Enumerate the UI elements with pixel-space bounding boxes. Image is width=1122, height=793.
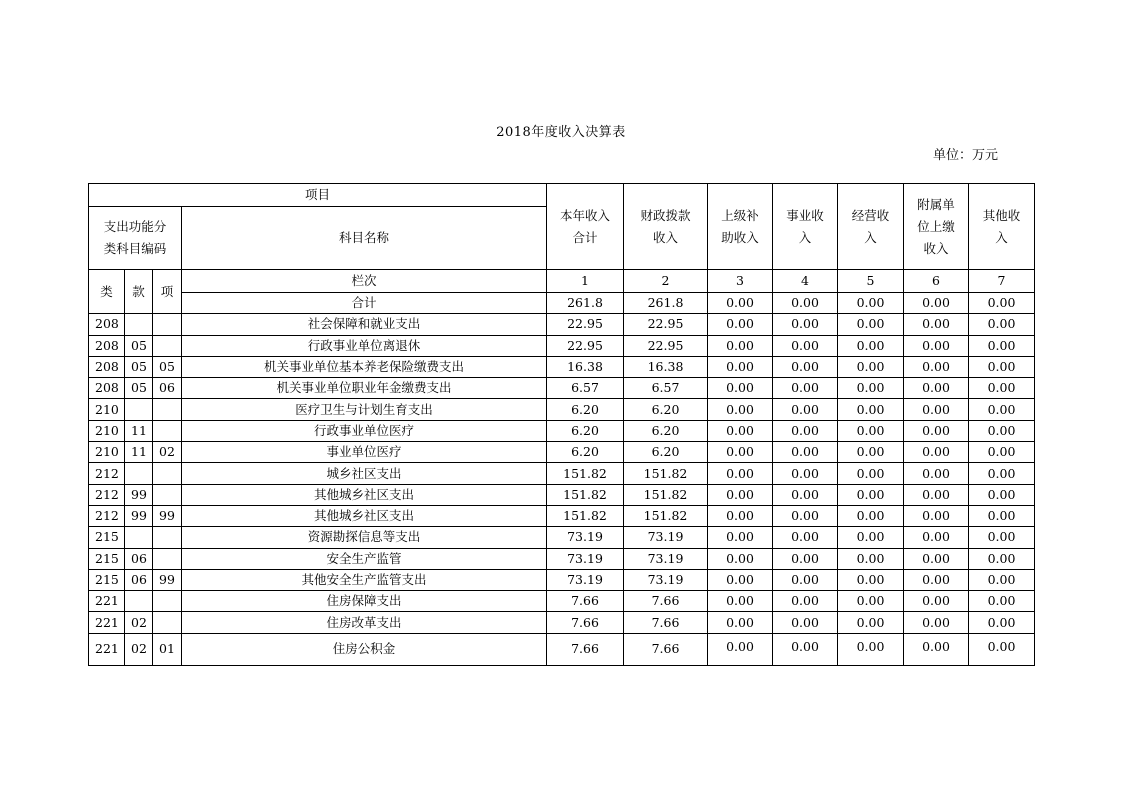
cell-value-col-1: 73.19 <box>547 569 624 590</box>
table-row <box>89 484 1035 505</box>
cell-value-col-2: 6.20 <box>624 442 708 463</box>
cell-value-col-4: 0.00 <box>773 484 838 505</box>
cell-lei: 210 <box>89 399 125 420</box>
cell-value-col-7: 0.00 <box>969 335 1035 356</box>
cell-value-col-3: 0.00 <box>708 356 773 377</box>
cell-value-col-7: 0.00 <box>969 591 1035 612</box>
cell-subject-name: 城乡社区支出 <box>182 463 547 484</box>
cell-value-col-5: 0.00 <box>838 527 904 548</box>
cell-value-col-4: 0.00 <box>773 442 838 463</box>
cell-value-col-3: 0.00 <box>708 399 773 420</box>
total-row <box>89 293 1035 314</box>
cell-value-col-5: 0.00 <box>838 399 904 420</box>
header-subject-name: 科目名称 <box>182 207 547 270</box>
cell-kuan: 02 <box>125 612 153 633</box>
cell-xiang: 01 <box>153 633 182 665</box>
cell-lei: 215 <box>89 548 125 569</box>
cell-kuan: 02 <box>125 633 153 665</box>
cell-value-col-7: 0.00 <box>969 527 1035 548</box>
cell-lei: 210 <box>89 420 125 441</box>
table-row <box>89 335 1035 356</box>
cell-value-col-5: 0.00 <box>838 612 904 633</box>
cell-value-col-3: 0.00 <box>708 569 773 590</box>
cell-kuan: 05 <box>125 356 153 377</box>
cell-value-col-4: 0.00 <box>773 527 838 548</box>
cell-lei: 208 <box>89 356 125 377</box>
cell-value-col-4: 0.00 <box>773 633 838 665</box>
cell-kuan: 05 <box>125 335 153 356</box>
cell-value-col-6: 0.00 <box>904 356 969 377</box>
cell-value-col-1: 7.66 <box>547 612 624 633</box>
header-col-index-label: 栏次 <box>182 270 547 293</box>
cell-value-col-2: 16.38 <box>624 356 708 377</box>
cell-value-col-5: 0.00 <box>838 463 904 484</box>
cell-value-col-6: 0.00 <box>904 420 969 441</box>
cell-value-col-2: 261.8 <box>624 293 708 314</box>
unit-label: 单位：万元 <box>933 148 999 163</box>
col-index-5: 5 <box>838 270 904 293</box>
cell-xiang <box>153 612 182 633</box>
cell-lei: 221 <box>89 612 125 633</box>
header-kuan: 款 <box>125 270 153 314</box>
cell-value-col-7: 0.00 <box>969 399 1035 420</box>
cell-value-col-6: 0.00 <box>904 591 969 612</box>
cell-subject-name: 行政事业单位离退休 <box>182 335 547 356</box>
cell-value-col-6: 0.00 <box>904 442 969 463</box>
cell-xiang <box>153 484 182 505</box>
cell-value-col-4: 0.00 <box>773 378 838 399</box>
header-col-2: 财政拨款 收入 <box>624 184 708 270</box>
cell-lei: 208 <box>89 314 125 335</box>
col-index-3: 3 <box>708 270 773 293</box>
cell-value-col-4: 0.00 <box>773 463 838 484</box>
cell-xiang: 99 <box>153 569 182 590</box>
cell-value-col-5: 0.00 <box>838 633 904 665</box>
header-col-6: 附属单 位上缴 收入 <box>904 184 969 270</box>
header-xiang: 项 <box>153 270 182 314</box>
cell-value-col-6: 0.00 <box>904 314 969 335</box>
header-col-4: 事业收 入 <box>773 184 838 270</box>
cell-value-col-6: 0.00 <box>904 569 969 590</box>
cell-value-col-5: 0.00 <box>838 314 904 335</box>
table-body <box>89 314 1035 665</box>
cell-kuan: 99 <box>125 505 153 526</box>
cell-kuan: 11 <box>125 420 153 441</box>
header-project: 项目 <box>89 184 547 207</box>
cell-value-col-5: 0.00 <box>838 356 904 377</box>
cell-value-col-4: 0.00 <box>773 314 838 335</box>
cell-value-col-5: 0.00 <box>838 505 904 526</box>
cell-value-col-3: 0.00 <box>708 527 773 548</box>
cell-value-col-2: 73.19 <box>624 527 708 548</box>
cell-value-col-1: 151.82 <box>547 505 624 526</box>
cell-value-col-2: 7.66 <box>624 633 708 665</box>
cell-value-col-5: 0.00 <box>838 420 904 441</box>
col-index-6: 6 <box>904 270 969 293</box>
cell-value-col-7: 0.00 <box>969 420 1035 441</box>
cell-kuan: 06 <box>125 548 153 569</box>
table-row <box>89 548 1035 569</box>
cell-xiang <box>153 314 182 335</box>
table-row <box>89 463 1035 484</box>
cell-xiang <box>153 591 182 612</box>
cell-subject-name: 机关事业单位基本养老保险缴费支出 <box>182 356 547 377</box>
cell-value-col-5: 0.00 <box>838 378 904 399</box>
cell-lei: 208 <box>89 335 125 356</box>
cell-value-col-3: 0.00 <box>708 505 773 526</box>
col-index-2: 2 <box>624 270 708 293</box>
cell-value-col-1: 261.8 <box>547 293 624 314</box>
cell-value-col-1: 73.19 <box>547 527 624 548</box>
cell-kuan <box>125 527 153 548</box>
cell-value-col-6: 0.00 <box>904 527 969 548</box>
cell-lei: 221 <box>89 633 125 665</box>
cell-lei: 210 <box>89 442 125 463</box>
cell-value-col-4: 0.00 <box>773 548 838 569</box>
cell-xiang: 05 <box>153 356 182 377</box>
cell-value-col-7: 0.00 <box>969 633 1035 665</box>
cell-value-col-4: 0.00 <box>773 399 838 420</box>
cell-kuan: 06 <box>125 569 153 590</box>
cell-value-col-2: 6.20 <box>624 399 708 420</box>
header-col-3: 上级补 助收入 <box>708 184 773 270</box>
table-row <box>89 356 1035 377</box>
cell-lei: 212 <box>89 505 125 526</box>
cell-value-col-3: 0.00 <box>708 591 773 612</box>
cell-value-col-7: 0.00 <box>969 505 1035 526</box>
cell-subject-name: 住房保障支出 <box>182 591 547 612</box>
cell-value-col-7: 0.00 <box>969 378 1035 399</box>
cell-value-col-6: 0.00 <box>904 612 969 633</box>
cell-value-col-2: 73.19 <box>624 569 708 590</box>
cell-value-col-2: 22.95 <box>624 314 708 335</box>
cell-subject-name: 其他城乡社区支出 <box>182 505 547 526</box>
header-col-7: 其他收 入 <box>969 184 1035 270</box>
table-row <box>89 612 1035 633</box>
cell-lei: 215 <box>89 569 125 590</box>
cell-lei: 221 <box>89 591 125 612</box>
cell-xiang <box>153 420 182 441</box>
cell-value-col-5: 0.00 <box>838 569 904 590</box>
cell-value-col-2: 22.95 <box>624 335 708 356</box>
cell-value-col-7: 0.00 <box>969 548 1035 569</box>
cell-value-col-6: 0.00 <box>904 335 969 356</box>
cell-lei: 212 <box>89 484 125 505</box>
cell-value-col-4: 0.00 <box>773 591 838 612</box>
cell-value-col-4: 0.00 <box>773 612 838 633</box>
cell-kuan <box>125 399 153 420</box>
cell-value-col-4: 0.00 <box>773 335 838 356</box>
cell-kuan <box>125 314 153 335</box>
cell-xiang <box>153 548 182 569</box>
table-row <box>89 442 1035 463</box>
cell-value-col-3: 0.00 <box>708 314 773 335</box>
cell-value-col-4: 0.00 <box>773 505 838 526</box>
cell-xiang: 06 <box>153 378 182 399</box>
cell-value-col-3: 0.00 <box>708 420 773 441</box>
cell-xiang <box>153 399 182 420</box>
header-func-code: 支出功能分 类科目编码 <box>89 207 182 270</box>
header-col-1: 本年收入 合计 <box>547 184 624 270</box>
cell-kuan <box>125 591 153 612</box>
cell-value-col-1: 16.38 <box>547 356 624 377</box>
cell-value-col-5: 0.00 <box>838 591 904 612</box>
cell-value-col-4: 0.00 <box>773 420 838 441</box>
cell-value-col-2: 73.19 <box>624 548 708 569</box>
cell-value-col-3: 0.00 <box>708 378 773 399</box>
cell-value-col-6: 0.00 <box>904 293 969 314</box>
report-title: 2018年度收入决算表 <box>496 125 626 140</box>
income-table <box>88 183 1035 666</box>
cell-value-col-1: 6.20 <box>547 420 624 441</box>
header-lei: 类 <box>89 270 125 314</box>
cell-value-col-1: 73.19 <box>547 548 624 569</box>
col-index-1: 1 <box>547 270 624 293</box>
cell-value-col-6: 0.00 <box>904 548 969 569</box>
cell-value-col-1: 7.66 <box>547 591 624 612</box>
cell-xiang: 02 <box>153 442 182 463</box>
cell-subject-name: 社会保障和就业支出 <box>182 314 547 335</box>
cell-value-col-1: 22.95 <box>547 335 624 356</box>
cell-value-col-3: 0.00 <box>708 633 773 665</box>
cell-value-col-1: 6.20 <box>547 399 624 420</box>
cell-value-col-4: 0.00 <box>773 356 838 377</box>
cell-xiang <box>153 463 182 484</box>
cell-value-col-6: 0.00 <box>904 378 969 399</box>
cell-value-col-7: 0.00 <box>969 356 1035 377</box>
cell-value-col-5: 0.00 <box>838 442 904 463</box>
table-row <box>89 378 1035 399</box>
cell-value-col-4: 0.00 <box>773 293 838 314</box>
col-index-4: 4 <box>773 270 838 293</box>
cell-value-col-6: 0.00 <box>904 484 969 505</box>
cell-lei: 208 <box>89 378 125 399</box>
header-col-5: 经营收 入 <box>838 184 904 270</box>
table-row <box>89 314 1035 335</box>
cell-value-col-1: 6.57 <box>547 378 624 399</box>
cell-value-col-3: 0.00 <box>708 463 773 484</box>
cell-value-col-7: 0.00 <box>969 484 1035 505</box>
table-row <box>89 399 1035 420</box>
cell-kuan: 05 <box>125 378 153 399</box>
cell-value-col-1: 7.66 <box>547 633 624 665</box>
cell-subject-name: 其他城乡社区支出 <box>182 484 547 505</box>
cell-subject-name: 机关事业单位职业年金缴费支出 <box>182 378 547 399</box>
cell-kuan: 11 <box>125 442 153 463</box>
cell-lei: 212 <box>89 463 125 484</box>
cell-value-col-3: 0.00 <box>708 548 773 569</box>
cell-value-col-1: 151.82 <box>547 484 624 505</box>
cell-subject-name: 住房改革支出 <box>182 612 547 633</box>
cell-value-col-3: 0.00 <box>708 484 773 505</box>
cell-value-col-3: 0.00 <box>708 335 773 356</box>
cell-value-col-2: 6.57 <box>624 378 708 399</box>
cell-value-col-3: 0.00 <box>708 442 773 463</box>
cell-value-col-4: 0.00 <box>773 569 838 590</box>
table-row <box>89 505 1035 526</box>
table-row <box>89 569 1035 590</box>
table-row <box>89 527 1035 548</box>
table-row <box>89 591 1035 612</box>
cell-value-col-7: 0.00 <box>969 569 1035 590</box>
cell-value-col-1: 151.82 <box>547 463 624 484</box>
cell-kuan <box>125 463 153 484</box>
cell-subject-name: 医疗卫生与计划生育支出 <box>182 399 547 420</box>
table-row <box>89 633 1035 665</box>
cell-subject-name: 资源勘探信息等支出 <box>182 527 547 548</box>
cell-xiang <box>153 335 182 356</box>
cell-value-col-2: 6.20 <box>624 420 708 441</box>
cell-total-label: 合计 <box>182 293 547 314</box>
cell-value-col-2: 151.82 <box>624 505 708 526</box>
cell-kuan: 99 <box>125 484 153 505</box>
cell-value-col-3: 0.00 <box>708 612 773 633</box>
cell-value-col-2: 7.66 <box>624 591 708 612</box>
cell-value-col-5: 0.00 <box>838 484 904 505</box>
cell-value-col-7: 0.00 <box>969 463 1035 484</box>
cell-value-col-6: 0.00 <box>904 505 969 526</box>
cell-subject-name: 安全生产监管 <box>182 548 547 569</box>
cell-value-col-7: 0.00 <box>969 293 1035 314</box>
cell-value-col-1: 22.95 <box>547 314 624 335</box>
cell-xiang <box>153 527 182 548</box>
cell-value-col-7: 0.00 <box>969 612 1035 633</box>
cell-subject-name: 其他安全生产监管支出 <box>182 569 547 590</box>
table-row <box>89 420 1035 441</box>
cell-subject-name: 事业单位医疗 <box>182 442 547 463</box>
cell-value-col-5: 0.00 <box>838 335 904 356</box>
cell-subject-name: 住房公积金 <box>182 633 547 665</box>
cell-value-col-1: 6.20 <box>547 442 624 463</box>
cell-value-col-2: 151.82 <box>624 463 708 484</box>
cell-value-col-6: 0.00 <box>904 399 969 420</box>
cell-lei: 215 <box>89 527 125 548</box>
cell-value-col-2: 151.82 <box>624 484 708 505</box>
cell-value-col-2: 7.66 <box>624 612 708 633</box>
cell-value-col-5: 0.00 <box>838 548 904 569</box>
cell-value-col-5: 0.00 <box>838 293 904 314</box>
cell-subject-name: 行政事业单位医疗 <box>182 420 547 441</box>
cell-value-col-6: 0.00 <box>904 463 969 484</box>
col-index-7: 7 <box>969 270 1035 293</box>
cell-value-col-3: 0.00 <box>708 293 773 314</box>
cell-value-col-7: 0.00 <box>969 442 1035 463</box>
cell-value-col-7: 0.00 <box>969 314 1035 335</box>
cell-xiang: 99 <box>153 505 182 526</box>
cell-value-col-6: 0.00 <box>904 633 969 665</box>
